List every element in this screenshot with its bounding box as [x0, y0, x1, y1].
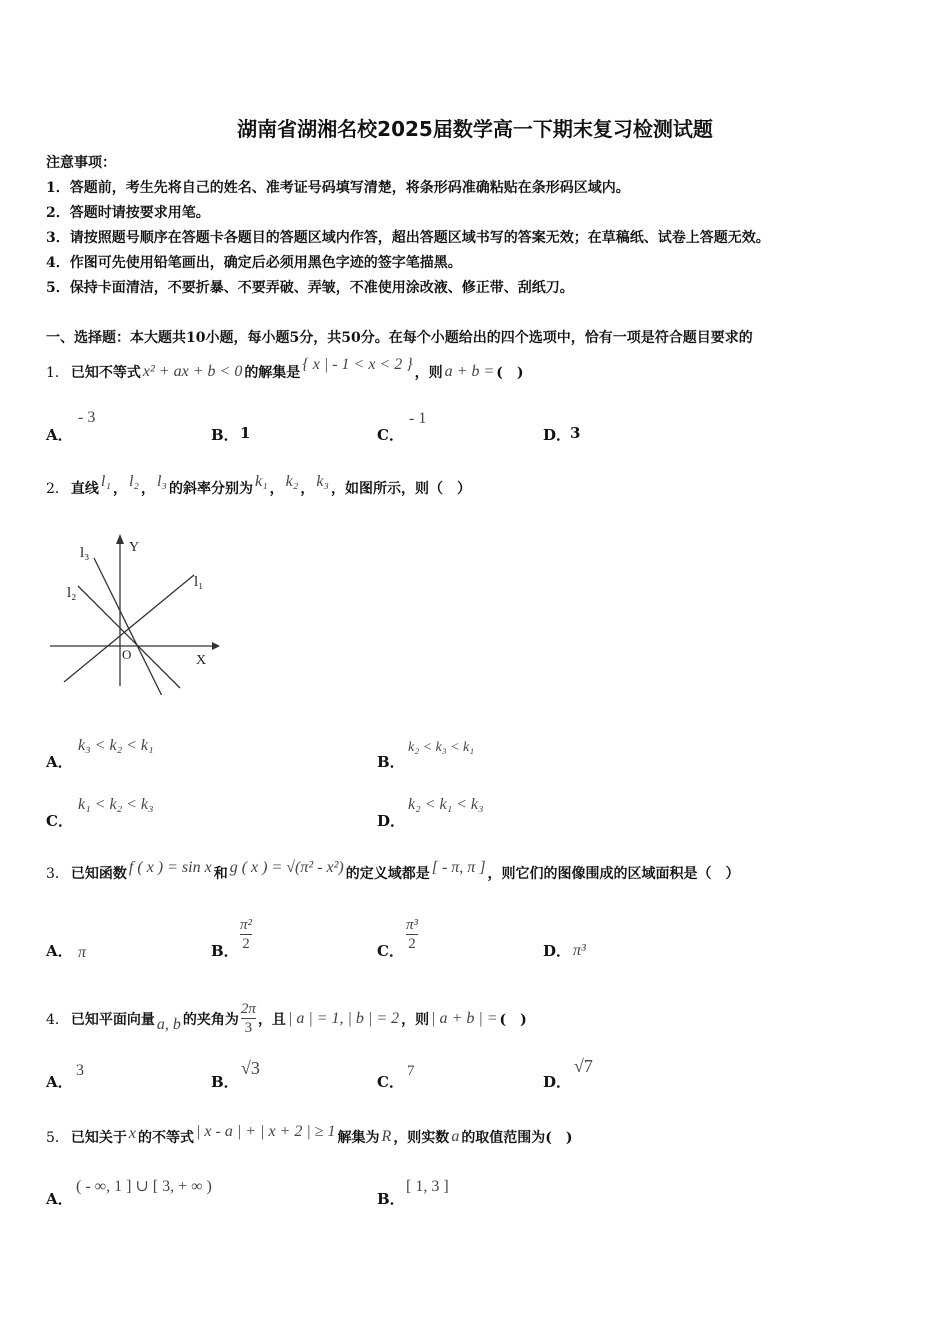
q3-option-b-fraction — [240, 916, 252, 953]
q2-option-d-value: k₂ < k₁ < k₃ — [408, 796, 484, 813]
q2-option-b-value: k₂ < k₃ < k₁ — [408, 740, 475, 755]
q5-number: 5． — [46, 1130, 69, 1146]
q5-option-b-value: [ 1, 3 ] — [406, 1178, 449, 1195]
q1-solution-set: { x | - 1 < x < 2 } — [302, 356, 413, 373]
q2-l2: l₂ — [128, 473, 139, 490]
q2-text-2: 的斜率分别为 — [168, 481, 253, 497]
q4-angle-num: 2π — [240, 1001, 256, 1017]
q4-vectors: a, b — [156, 1015, 181, 1033]
q1-ask: a + b = — [444, 363, 495, 380]
notice-item-2: 2．答题时请按要求用笔。 — [46, 205, 210, 221]
q3-option-c-num: π³ — [406, 917, 419, 933]
q1-text-4: ( ) — [496, 365, 524, 381]
label-l2: l₂ — [67, 585, 77, 601]
q5-text-4: ，则实数 — [393, 1130, 450, 1146]
q5-text-3: 解集为 — [337, 1130, 380, 1146]
notice-item-3: 3．请按照题号顺序在答题卡各题目的答题区域内作答，超出答题区域书写的答案无效；在草稿纸、试卷上答题无效。 — [46, 230, 770, 246]
q4-option-b-label: B． — [211, 1073, 239, 1091]
label-x: X — [196, 653, 207, 668]
q3-f: f ( x ) = sin x — [128, 859, 212, 876]
q2-k3: k₃ — [316, 473, 329, 490]
q2-k2: k₂ — [285, 473, 299, 490]
line-l3 — [94, 558, 162, 695]
q4-option-c-value: 7 — [407, 1063, 415, 1079]
q1-option-a-value: - 3 — [78, 409, 96, 426]
q3-option-a-value: π — [78, 944, 87, 961]
q4-text-2: 的夹角为 — [182, 1011, 239, 1028]
q4-option-c-label: C． — [377, 1073, 404, 1091]
slope-figure — [44, 530, 224, 695]
q3-text-1: 已知函数 — [70, 866, 127, 882]
notice-item-1: 1．答题前，考生先将自己的姓名、准考证号码填写清楚，将条形码准确粘贴在条形码区域内。 — [46, 180, 630, 196]
q2-number: 2． — [46, 481, 69, 497]
page-title: 湖南省湖湘名校2025届数学高一下期末复习检测试题 — [237, 117, 713, 141]
question-5 — [46, 1123, 575, 1147]
notice-item-4: 4．作图可先使用铅笔画出，确定后必须用黑色字迹的签字笔描黑。 — [46, 255, 462, 271]
q5-text-2: 的不等式 — [138, 1130, 195, 1146]
q4-option-d-label: D． — [543, 1073, 572, 1091]
notice-heading: 注意事项： — [46, 155, 116, 171]
q5-text-1: 已知关于 — [70, 1130, 127, 1146]
q4-text-1: 已知平面向量 — [70, 1011, 155, 1028]
q3-option-b-num: π² — [240, 917, 253, 933]
q1-option-c-label: C． — [377, 426, 404, 444]
q2-option-c-label: C． — [46, 812, 73, 830]
q5-R: R — [381, 1128, 392, 1145]
q3-option-b-den: 2 — [242, 936, 250, 952]
q4-option-a-label: A． — [46, 1073, 73, 1091]
q1-option-d-label: D． — [543, 426, 572, 444]
q1-expression: x² + ax + b < 0 — [142, 363, 243, 380]
q3-text-4: ，则它们的图像围成的区域面积是（ ） — [487, 866, 740, 882]
q4-angle-den: 3 — [244, 1020, 253, 1036]
q3-text-2: 和 — [213, 866, 228, 882]
q5-x: x — [128, 1125, 137, 1142]
question-1 — [46, 356, 525, 382]
q4-angle-fraction — [241, 1000, 256, 1037]
q5-a: a — [451, 1128, 460, 1145]
q1-option-c-value: - 1 — [409, 410, 427, 427]
q2-text-1: 直线 — [70, 481, 99, 497]
q4-option-d-value: √7 — [574, 1056, 593, 1076]
q4-ask: | a + b | = — [431, 1009, 498, 1027]
q2-option-b-label: B． — [377, 753, 405, 771]
q3-option-c-den: 2 — [408, 936, 416, 952]
question-3 — [46, 859, 742, 883]
q3-option-c-label: C． — [377, 942, 404, 960]
q4-number: 4． — [46, 1011, 69, 1028]
q3-text-3: 的定义域都是 — [345, 866, 430, 882]
q5-option-a-value: ( - ∞, 1 ] ∪ [ 3, + ∞ ) — [76, 1178, 212, 1195]
q1-option-d-value: 3 — [570, 424, 581, 442]
q3-option-d-value: π³ — [573, 942, 586, 959]
q1-option-a-label: A． — [46, 426, 73, 444]
q3-option-c-fraction — [406, 916, 418, 953]
label-y: Y — [129, 540, 140, 555]
q5-inequality: | x - a | + | x + 2 | ≥ 1 — [196, 1123, 336, 1140]
q2-l3: l₃ — [156, 473, 167, 490]
q5-text-5: 的取值范围为( ) — [461, 1130, 573, 1146]
q4-condition: | a | = 1, | b | = 2 — [287, 1009, 400, 1027]
q3-option-b-label: B． — [211, 942, 239, 960]
line-l2 — [78, 586, 180, 688]
q4-option-a-value: 3 — [76, 1062, 84, 1079]
question-2 — [46, 473, 473, 498]
q2-l1: l₁ — [100, 473, 111, 490]
label-l1: l₁ — [194, 574, 204, 590]
q1-option-b-label: B． — [211, 426, 239, 444]
q3-option-a-label: A． — [46, 942, 73, 960]
q5-option-b-label: B． — [377, 1190, 405, 1208]
q3-number: 3． — [46, 866, 69, 882]
q2-sep-4: ， — [300, 481, 315, 497]
notice-item-5: 5．保持卡面清洁，不要折暴、不要弄破、弄皱，不准使用涂改液、修正带、刮纸刀。 — [46, 280, 574, 296]
q1-text-3: ，则 — [414, 365, 443, 381]
q4-option-b-value: √3 — [241, 1058, 260, 1078]
x-axis-arrow-icon — [212, 642, 220, 650]
q1-text-2: 的解集是 — [244, 365, 301, 381]
q1-number: 1． — [46, 365, 69, 381]
q1-option-b-value: 1 — [240, 424, 251, 442]
q2-sep-2: ， — [140, 481, 155, 497]
q3-g: g ( x ) = √(π² - x²) — [229, 859, 344, 876]
q2-option-a-value: k₃ < k₂ < k₁ — [78, 737, 154, 754]
q3-domain: [ - π, π ] — [431, 859, 486, 876]
q2-k1: k₁ — [254, 473, 268, 490]
q1-text-1: 已知不等式 — [70, 365, 141, 381]
section-heading: 一、选择题：本大题共10小题，每小题5分，共50分。在每个小题给出的四个选项中，恰有一项是符合题目要求的 — [46, 330, 753, 346]
question-4 — [46, 1000, 529, 1037]
q4-text-5: ( ) — [499, 1011, 527, 1028]
q2-sep-1: ， — [112, 481, 127, 497]
q2-option-d-label: D． — [377, 812, 406, 830]
y-axis-arrow-icon — [116, 534, 124, 544]
label-l3: l₃ — [80, 545, 90, 561]
q5-option-a-label: A． — [46, 1190, 73, 1208]
label-origin: O — [122, 647, 132, 662]
q2-sep-3: ， — [269, 481, 284, 497]
q4-text-3: ，且 — [257, 1011, 286, 1028]
q3-option-d-label: D． — [543, 942, 572, 960]
q2-option-a-label: A． — [46, 753, 73, 771]
q4-text-4: ，则 — [401, 1011, 430, 1028]
q2-text-3: ，如图所示，则（ ） — [330, 481, 471, 497]
q2-option-c-value: k₁ < k₂ < k₃ — [78, 796, 154, 813]
